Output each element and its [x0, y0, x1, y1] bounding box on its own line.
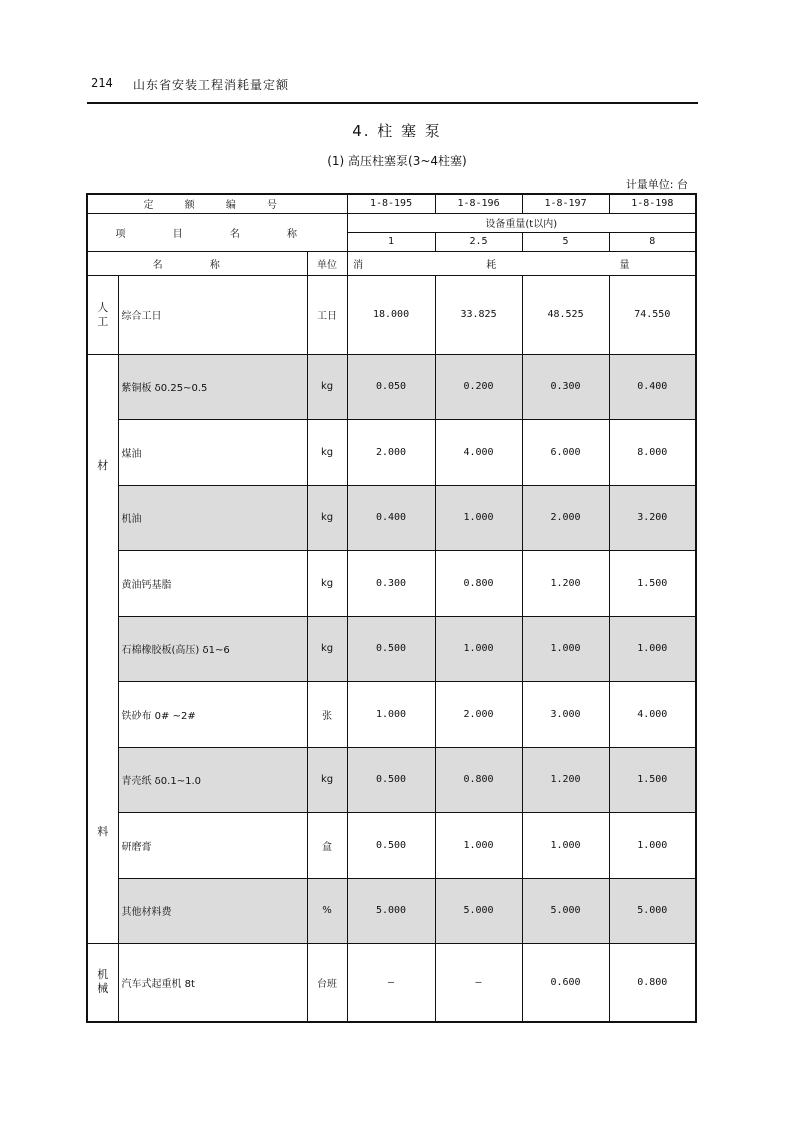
value-cell: 1.000	[435, 813, 522, 879]
category-machine: 机械	[87, 944, 118, 1022]
value-cell: 1.500	[609, 551, 696, 617]
book-title: 山东省安装工程消耗量定额	[133, 78, 290, 92]
item-label: 项 目 名 称	[87, 213, 347, 251]
name-header: 名 称	[87, 251, 307, 275]
param-cell: 1	[347, 232, 435, 251]
value-cell: 4.000	[435, 420, 522, 486]
page-header	[87, 74, 698, 104]
section-title: 4. 柱 塞 泵	[352, 122, 442, 140]
param-cell: 2.5	[435, 232, 522, 251]
table-row	[87, 813, 696, 879]
category-labor: 人工	[87, 275, 118, 354]
code-row	[87, 194, 696, 213]
item-name: 煤油	[118, 420, 307, 486]
value-cell: 0.050	[347, 354, 435, 420]
table-row	[87, 944, 696, 1022]
item-unit: kg	[307, 616, 347, 682]
table-row	[87, 747, 696, 813]
unit-header: 单位	[307, 251, 347, 275]
value-cell: 1.000	[347, 682, 435, 748]
value-cell: 5.000	[522, 878, 609, 944]
code-cell: 1-8-196	[435, 194, 522, 213]
value-cell: 0.800	[435, 551, 522, 617]
value-cell: 3.200	[609, 485, 696, 551]
item-unit: kg	[307, 551, 347, 617]
item-unit: 盒	[307, 813, 347, 879]
code-cell: 1-8-198	[609, 194, 696, 213]
item-name: 研磨膏	[118, 813, 307, 879]
value-cell: 0.300	[347, 551, 435, 617]
value-cell: 1.000	[609, 813, 696, 879]
value-cell: 1.000	[435, 485, 522, 551]
item-unit: 工日	[307, 275, 347, 354]
item-name: 青壳纸 δ0.1~1.0	[118, 747, 307, 813]
unit-note: 计量单位: 台	[625, 178, 688, 191]
param-header: 设备重量(t以内)	[347, 213, 696, 232]
value-cell: 2.000	[522, 485, 609, 551]
table-row	[87, 420, 696, 486]
value-cell: 0.600	[522, 944, 609, 1022]
value-cell: 0.500	[347, 813, 435, 879]
item-name: 机油	[118, 485, 307, 551]
subsection-title: (1) 高压柱塞泵(3~4柱塞)	[327, 154, 467, 168]
item-unit: kg	[307, 354, 347, 420]
item-name: 黄油钙基脂	[118, 551, 307, 617]
item-name: 综合工日	[118, 275, 307, 354]
value-cell: 8.000	[609, 420, 696, 486]
value-cell: 0.300	[522, 354, 609, 420]
table-row	[87, 616, 696, 682]
param-header-row	[87, 213, 696, 232]
param-cell: 8	[609, 232, 696, 251]
item-unit: 台班	[307, 944, 347, 1022]
value-cell: 18.000	[347, 275, 435, 354]
item-unit: %	[307, 878, 347, 944]
value-cell: 1.000	[522, 616, 609, 682]
code-cell: 1-8-197	[522, 194, 609, 213]
value-cell: 1.200	[522, 551, 609, 617]
page-number: 214	[91, 76, 113, 90]
item-name: 其他材料费	[118, 878, 307, 944]
value-cell: 0.800	[609, 944, 696, 1022]
value-cell: 6.000	[522, 420, 609, 486]
consumption-header: 消 耗 量	[347, 251, 696, 275]
category-char: 材	[97, 458, 109, 472]
item-name: 铁砂布 0# ~2#	[118, 682, 307, 748]
value-cell: 3.000	[522, 682, 609, 748]
item-unit: 张	[307, 682, 347, 748]
value-cell: 2.000	[435, 682, 522, 748]
value-cell: 1.500	[609, 747, 696, 813]
item-name: 石棉橡胶板(高压) δ1~6	[118, 616, 307, 682]
quota-table	[86, 193, 697, 1023]
value-cell: 0.400	[347, 485, 435, 551]
value-cell: —	[347, 944, 435, 1022]
code-label: 定 额 编 号	[87, 194, 347, 213]
item-name: 汽车式起重机 8t	[118, 944, 307, 1022]
value-cell: 48.525	[522, 275, 609, 354]
value-cell: 5.000	[609, 878, 696, 944]
value-cell: 74.550	[609, 275, 696, 354]
item-unit: kg	[307, 485, 347, 551]
item-unit: kg	[307, 747, 347, 813]
value-cell: 2.000	[347, 420, 435, 486]
table-row	[87, 682, 696, 748]
column-header-row	[87, 251, 696, 275]
value-cell: 5.000	[435, 878, 522, 944]
value-cell: 5.000	[347, 878, 435, 944]
value-cell: 4.000	[609, 682, 696, 748]
item-unit: kg	[307, 420, 347, 486]
value-cell: 0.400	[609, 354, 696, 420]
value-cell: 1.000	[522, 813, 609, 879]
value-cell: —	[435, 944, 522, 1022]
table-row	[87, 551, 696, 617]
value-cell: 0.200	[435, 354, 522, 420]
value-cell: 0.800	[435, 747, 522, 813]
value-cell: 1.200	[522, 747, 609, 813]
table-row	[87, 485, 696, 551]
category-char: 料	[97, 824, 109, 838]
value-cell: 1.000	[609, 616, 696, 682]
table-row	[87, 354, 696, 420]
value-cell: 1.000	[435, 616, 522, 682]
table-row	[87, 275, 696, 354]
value-cell: 33.825	[435, 275, 522, 354]
item-name: 紫铜板 δ0.25~0.5	[118, 354, 307, 420]
param-cell: 5	[522, 232, 609, 251]
code-cell: 1-8-195	[347, 194, 435, 213]
category-material	[87, 354, 118, 944]
value-cell: 0.500	[347, 616, 435, 682]
table-row	[87, 878, 696, 944]
value-cell: 0.500	[347, 747, 435, 813]
